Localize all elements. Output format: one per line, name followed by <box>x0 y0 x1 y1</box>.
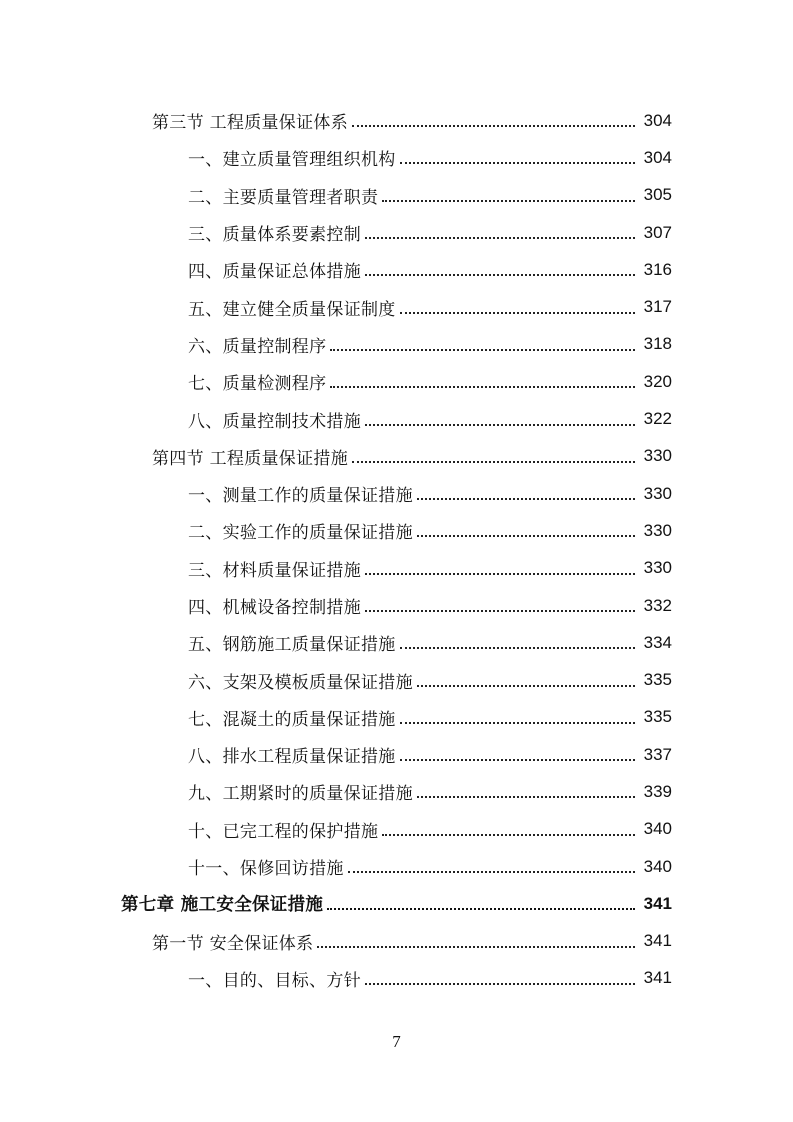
toc-entry[interactable] <box>0 251 793 288</box>
toc-entry-chapter[interactable] <box>0 885 793 922</box>
toc-entry-title: 一、建立质量管理组织机构 <box>188 150 396 171</box>
toc-entry[interactable] <box>0 773 793 810</box>
toc-entry[interactable] <box>0 438 793 475</box>
toc-entry-title: 三、材料质量保证措施 <box>188 560 361 581</box>
toc-entry-title: 七、质量检测程序 <box>188 374 327 395</box>
toc-entry-title: 二、实验工作的质量保证措施 <box>188 523 413 544</box>
toc-entry-page: 330 <box>643 558 672 578</box>
toc-entry-title: 第七章 施工安全保证措施 <box>121 895 324 916</box>
toc-entry-page: 340 <box>643 819 672 839</box>
toc-entry-page: 304 <box>643 147 672 167</box>
toc-entry[interactable] <box>0 550 793 587</box>
dot-leader <box>327 907 635 910</box>
toc-entry-title: 第一节 安全保证体系 <box>152 933 314 954</box>
toc-entry[interactable] <box>0 587 793 624</box>
toc-entry[interactable] <box>0 102 793 139</box>
toc-entry-title: 八、排水工程质量保证措施 <box>188 747 396 768</box>
dot-leader <box>365 572 635 575</box>
dot-leader <box>400 721 635 724</box>
dot-leader <box>365 982 635 985</box>
toc-entry-page: 304 <box>643 110 672 130</box>
toc-entry[interactable] <box>0 363 793 400</box>
toc-entry-title: 九、工期紧时的质量保证措施 <box>188 784 413 805</box>
toc-entry-title: 一、测量工作的质量保证措施 <box>188 486 413 507</box>
toc-entry-title: 五、建立健全质量保证制度 <box>188 299 396 320</box>
toc-entry[interactable] <box>0 512 793 549</box>
toc-entry-page: 330 <box>643 483 672 503</box>
toc-entry[interactable] <box>0 736 793 773</box>
toc-entry-title: 第三节 工程质量保证体系 <box>152 113 349 134</box>
dot-leader <box>330 385 635 388</box>
dot-leader <box>400 161 635 164</box>
dot-leader <box>400 646 635 649</box>
toc-entry-page: 307 <box>643 222 672 242</box>
dot-leader <box>417 497 635 500</box>
toc-entry-page: 322 <box>643 409 672 429</box>
dot-leader <box>400 758 635 761</box>
toc-entry-title: 四、质量保证总体措施 <box>188 262 361 283</box>
toc-entry-page: 334 <box>643 632 672 652</box>
toc-entry-title: 十、已完工程的保护措施 <box>188 821 379 842</box>
dot-leader <box>330 348 635 351</box>
dot-leader <box>382 199 635 202</box>
toc-entry[interactable] <box>0 214 793 251</box>
page-number: 7 <box>392 1032 401 1051</box>
toc-entry[interactable] <box>0 624 793 661</box>
toc-entry[interactable] <box>0 661 793 698</box>
toc-entry-page: 305 <box>643 185 672 205</box>
dot-leader <box>317 945 635 948</box>
dot-leader <box>365 609 635 612</box>
toc-entry-page: 335 <box>643 707 672 727</box>
toc-entry-title: 二、主要质量管理者职责 <box>188 187 379 208</box>
toc-entry-title: 四、机械设备控制措施 <box>188 598 361 618</box>
toc-entry-title: 六、支架及模板质量保证措施 <box>188 672 413 693</box>
table-of-contents <box>0 102 793 997</box>
toc-entry-page: 332 <box>643 595 672 615</box>
toc-entry-page: 339 <box>643 781 672 801</box>
dot-leader <box>417 795 635 798</box>
toc-entry-page: 318 <box>643 334 672 354</box>
dot-leader <box>400 311 635 314</box>
dot-leader <box>365 423 635 426</box>
toc-entry[interactable] <box>0 326 793 363</box>
toc-entry-title: 第四节 工程质量保证措施 <box>152 448 349 469</box>
dot-leader <box>352 460 635 463</box>
dot-leader <box>382 833 635 836</box>
dot-leader <box>348 870 635 873</box>
toc-entry-page: 337 <box>643 744 672 764</box>
toc-entry-page: 341 <box>643 931 672 951</box>
toc-entry[interactable] <box>0 139 793 176</box>
toc-entry[interactable] <box>0 699 793 736</box>
dot-leader <box>365 273 635 276</box>
toc-entry[interactable] <box>0 475 793 512</box>
toc-entry-title: 八、质量控制技术措施 <box>188 411 361 432</box>
toc-entry[interactable] <box>0 400 793 437</box>
toc-entry-page: 320 <box>643 371 672 391</box>
toc-entry-title: 六、质量控制程序 <box>188 336 327 357</box>
toc-entry[interactable] <box>0 288 793 325</box>
toc-entry-page: 317 <box>643 297 672 317</box>
dot-leader <box>352 124 635 127</box>
dot-leader <box>365 236 635 239</box>
toc-entry-page: 330 <box>643 446 672 466</box>
toc-entry[interactable] <box>0 848 793 885</box>
toc-entry-page: 341 <box>643 893 672 913</box>
dot-leader <box>417 534 635 537</box>
toc-entry[interactable] <box>0 811 793 848</box>
toc-entry[interactable] <box>0 177 793 214</box>
toc-entry-title: 五、钢筋施工质量保证措施 <box>188 635 396 656</box>
toc-entry-title: 一、目的、目标、方针 <box>188 970 361 991</box>
dot-leader <box>417 684 635 687</box>
toc-entry-page: 341 <box>643 968 672 988</box>
toc-entry[interactable] <box>0 923 793 960</box>
toc-entry-page: 335 <box>643 670 672 690</box>
toc-entry-title: 三、质量体系要素控制 <box>188 225 361 246</box>
toc-entry[interactable] <box>0 960 793 997</box>
toc-entry-page: 340 <box>643 856 672 876</box>
toc-entry-page: 316 <box>643 259 672 279</box>
toc-entry-title: 十一、保修回访措施 <box>188 859 344 880</box>
toc-entry-title: 七、混凝土的质量保证措施 <box>188 709 396 730</box>
toc-entry-page: 330 <box>643 520 672 540</box>
